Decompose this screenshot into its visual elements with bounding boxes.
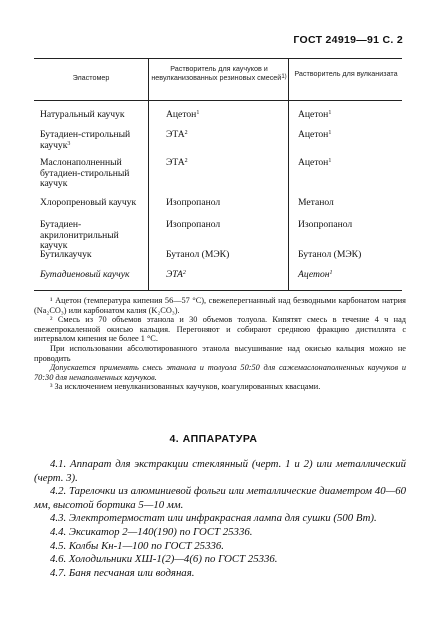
list-item: 4.5. Колбы Кн-1—100 по ГОСТ 25336. bbox=[50, 539, 224, 552]
list-item: 4.7. Баня песчаная или водяная. bbox=[50, 566, 195, 579]
footnote-2-allowance: Допускается применять смесь этанола и толуола 50:50 для сажемаслонаполненных каучуков и 70:30 для ненаполненных каучуков. bbox=[34, 363, 406, 382]
solvent-table: Эластомер Растворитель для каучуков и невулканизованных резиновых смесей$^{1)}$ Растворитель для вулканизата Натуральный каучук Ацетон$^1$ Ацетон$^1$ Бутадиен-стирольный каучук$^3$ ЭТА$^2$ Ацетон$^1$ Маслонаполненный бутадиен-стирольный каучук ЭТА$^2$ Ацетон$^1$ Хлоропреновый каучук Изопропанол Метанол Бутадиен-акрилонитрильный каучук Изопропанол Изопропанол Бутилкаучук Бутанол (МЭК) Бутанол (МЭК) Бутадиеновый каучук ЭТА$^2$ Ацетон$^1$ bbox=[34, 58, 402, 290]
footnote-2: ² Смесь из 70 объемов этанола и 30 объемов толуола. Кипятят смесь в течение 4 ч над свежепрокаленной окисью кальция. Перегоняют и собирают среднюю фракцию дистиллята с интервалом кипения не более 1 °С. bbox=[34, 315, 406, 344]
header-solvent-vulcanizate: Растворитель для вулканизата bbox=[294, 69, 398, 78]
table-rule-top bbox=[34, 58, 402, 59]
list-item: 4.2. Тарелочки из алюминиевой фольги или металлические диаметром 40—60 мм, высотой бортика 5—10 мм. bbox=[34, 485, 406, 511]
table-divider-1 bbox=[148, 58, 149, 290]
footnote-3: ³ За исключением невулканизованных каучуков, коагулированных квасцами. bbox=[50, 382, 321, 392]
table-rule-header bbox=[34, 100, 402, 101]
list-item: 4.6. Холодильники ХШ-1(2)—4(6) по ГОСТ 25336. bbox=[50, 553, 278, 566]
header-solvent-raw: Растворитель для каучуков и невулканизованных резиновых смесей$^{1)}$ bbox=[151, 64, 287, 82]
table-rule-bottom bbox=[34, 290, 402, 291]
table-footnotes bbox=[34, 296, 406, 392]
apparatus-list bbox=[34, 458, 406, 580]
list-item: 4.4. Эксикатор 2—140(190) по ГОСТ 25336. bbox=[50, 525, 253, 538]
header-elastomer: Эластомер bbox=[72, 73, 110, 82]
footnote-1: ¹ Ацетон (температура кипения 56—57 °С), свежеперегнанный над безводными карбонатом натрия (Na₂CO₃) или карбонатом калия (K₂CO₃). bbox=[34, 296, 406, 315]
list-item: 4.1. Аппарат для экстракции стеклянный (черт. 1 и 2) или металлический (черт. 3). bbox=[34, 458, 406, 484]
page-header: ГОСТ 24919—91 С. 2 bbox=[293, 34, 403, 46]
list-item: 4.3. Электротермостат или инфракрасная лампа для сушки (500 Вт). bbox=[50, 512, 377, 525]
footnote-2-remark: При использовании абсолютированного этанола высушивание над окисью кальция можно не проводить bbox=[34, 343, 406, 363]
section-title: 4. АППАРАТУРА bbox=[169, 433, 258, 445]
table-divider-2 bbox=[288, 58, 289, 290]
